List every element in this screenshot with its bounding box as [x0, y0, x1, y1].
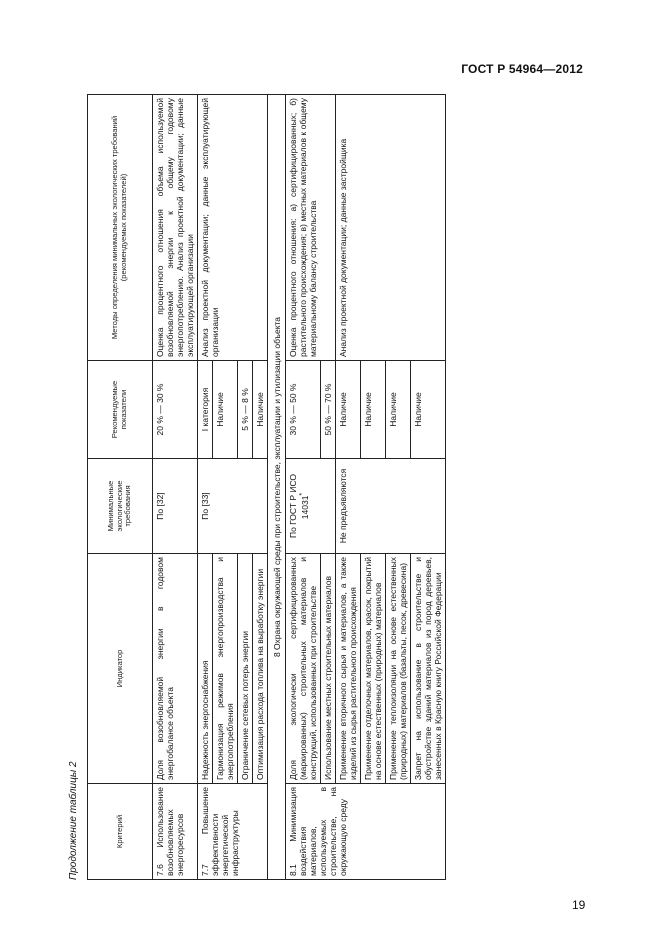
indicator-cell: Применение теплоизоляции на основе естественных (природных) материалов (базальты, песок, древесина) [386, 554, 411, 784]
table-header-row [88, 95, 153, 880]
requirement-cell: Не предъявляются [336, 459, 446, 554]
standard-designation: ГОСТ Р 54964—2012 [461, 62, 583, 76]
indicator-cell: Ограничение сетевых потерь энергии [238, 554, 253, 784]
method-cell: Оценка процентного отношения объема используемой возобновляемой энергии к общему годовому энергопотреблению. Анализ проектной документации; данные эксплуатирующей организации [153, 95, 198, 361]
col-method: Методы определения минимальных экологических требований (рекомендуемых показателей) [88, 95, 153, 361]
requirements-table [87, 94, 446, 880]
col-criterion: Критерий [88, 784, 153, 880]
recommended-cell: Наличие [361, 361, 386, 459]
recommended-cell: I категория [198, 361, 213, 459]
indicator-cell: Использование местных строительных материалов [321, 554, 336, 784]
page-number: 19 [572, 898, 586, 912]
criterion-cell: 8.1 Минимизация воздействия материалов, используемых в строительстве, на окружающую среду [286, 784, 446, 880]
col-requirement: Минимальные экологические требования [88, 459, 153, 554]
recommended-cell: Наличие [253, 361, 268, 459]
recommended-cell: 5 % — 8 % [238, 361, 253, 459]
table-row [286, 95, 321, 880]
section-heading: 8 Охрана окружающей среды при строительстве, эксплуатации и утилизации объекта [268, 95, 286, 880]
table-row [198, 95, 213, 880]
indicator-cell: Надежность энергоснабжения [198, 554, 213, 784]
indicator-cell: Применение отделочных материалов, красок, покрытий на основе естественных (природных) материалов [361, 554, 386, 784]
recommended-cell: 50 % — 70 % [321, 361, 336, 459]
indicator-cell: Доля экологически сертифицированных (маркированных) строительных материалов и конструкций, использованных при строительстве [286, 554, 321, 784]
indicator-cell: Применение вторичного сырья и материалов, а также изделий из сырья растительного происхождения [336, 554, 361, 784]
criterion-cell: 7.6 Использование возобновляемых энергоресурсов [153, 784, 198, 880]
criterion-cell: 7.7 Повышение эффективности энергетической инфраструктуры [198, 784, 268, 880]
table-caption: Продолжение таблицы 2 [68, 761, 79, 880]
requirement-cell: По [33] [198, 459, 268, 554]
col-recommended: Рекомендуемые показатели [88, 361, 153, 459]
indicator-cell: Запрет на использование в строительстве и обустройстве зданий материалов из пород деревьев, занесенных в Красную книгу Российской Федерации [411, 554, 446, 784]
footnote-mark: * [298, 492, 307, 496]
requirement-cell: По [32] [153, 459, 198, 554]
method-cell: Оценка процентного отношения: а) сертифицированных; б) растительного происхождения; в) местных материалов к общему материальному балансу строительства [286, 95, 336, 361]
method-cell: Анализ проектной документации; данные эксплуатирующей организации [198, 95, 268, 361]
method-cell: Анализ проектной документации; данные застройщика [336, 95, 446, 361]
col-indicator: Индикатор [88, 554, 153, 784]
recommended-cell: Наличие [213, 361, 238, 459]
section-heading-row [268, 95, 286, 880]
recommended-cell: 30 % — 50 % [286, 361, 321, 459]
requirement-text: По ГОСТ Р ИСО 14031 [288, 473, 310, 539]
table-row [153, 95, 198, 880]
requirement-cell [286, 459, 336, 554]
indicator-cell: Доля возобновляемой энергии в годовом энергобалансе объекта [153, 554, 198, 784]
recommended-cell: Наличие [336, 361, 361, 459]
table-row [336, 95, 361, 880]
rotated-table-block [65, 95, 580, 880]
indicator-cell: Оптимизация расхода топлива на выработку энергии [253, 554, 268, 784]
indicator-cell: Гармонизация режимов энергопроизводства и энергопотребления [213, 554, 238, 784]
recommended-cell: 20 % — 30 % [153, 361, 198, 459]
recommended-cell: Наличие [411, 361, 446, 459]
recommended-cell: Наличие [386, 361, 411, 459]
